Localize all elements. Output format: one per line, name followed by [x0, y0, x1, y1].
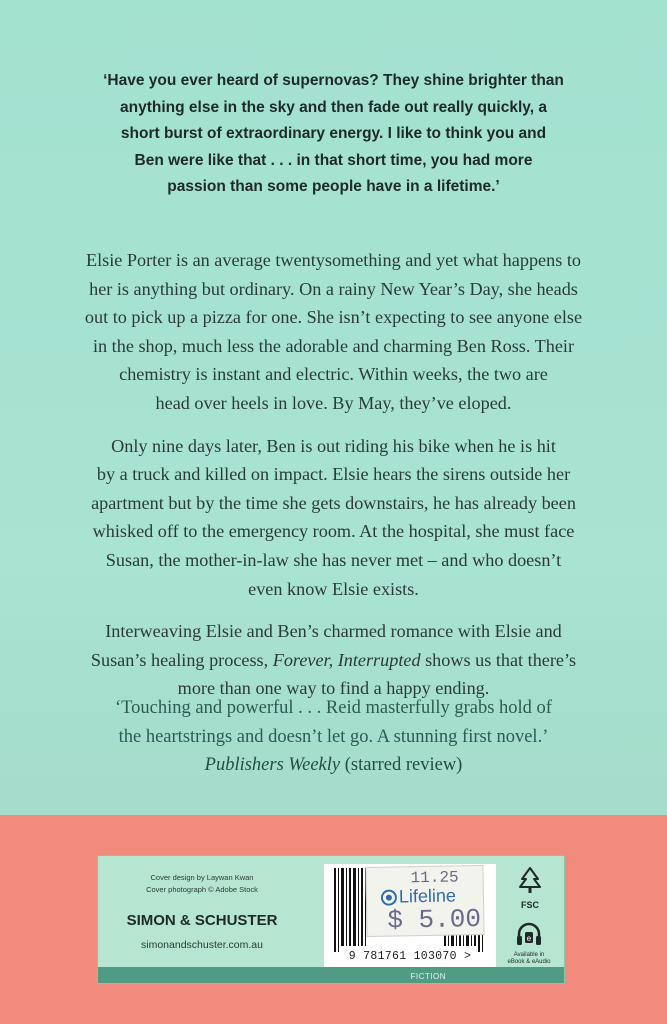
- sticker-price: $ 5.00: [387, 904, 482, 936]
- fsc-label: FSC: [521, 900, 539, 910]
- synopsis-line: head over heels in love. By May, they’ve eloped.: [155, 392, 512, 413]
- quote-line: short burst of extraordinary energy. I like to think you and: [120, 125, 547, 142]
- publisher-name: SIMON & SCHUSTER: [126, 912, 278, 929]
- fsc-tree-icon: [517, 866, 543, 894]
- lifeline-logo-icon: [381, 889, 397, 905]
- synopsis-line: out to pick up a pizza for one. She isn’t expecting to see anyone else: [84, 307, 583, 328]
- isbn-number: 9 781761 103070 >: [348, 950, 472, 963]
- review-publication: Publishers Weekly: [204, 755, 341, 775]
- review-source: [90, 751, 577, 780]
- review-note: (starred review): [340, 755, 463, 775]
- press-review: [90, 694, 577, 780]
- design-credit: Cover design by Laywan Kwan: [150, 873, 254, 882]
- quote-line: Ben were like that . . . in that short time, you had more: [134, 151, 533, 169]
- ebook-label-line-1: Available in: [513, 952, 545, 958]
- synopsis-line: Interweaving Elsie and Ben’s charmed romance with Elsie and: [105, 621, 562, 642]
- synopsis-line-suffix: shows us that there’s: [420, 649, 577, 670]
- synopsis-line: apartment but by the time she gets downstairs, he has already been: [91, 492, 576, 513]
- synopsis-line: more than one way to find a happy ending.: [177, 678, 490, 699]
- ebook-label-line-2: eBook & eAudio: [507, 959, 551, 965]
- sticker-code: 11.25: [410, 868, 459, 888]
- quote-line: passion than some people have in a lifetime.’: [167, 178, 500, 195]
- review-line: ‘Touching and powerful . . . Reid masterfully grabs hold of: [115, 698, 552, 718]
- synopsis-line: Only nine days later, Ben is out riding his bike when he is hit: [111, 435, 556, 456]
- publisher-panel: [97, 855, 565, 984]
- ebook-availability: [498, 922, 560, 966]
- fsc-mark: [510, 866, 550, 910]
- synopsis: [64, 246, 603, 717]
- synopsis-line: chemistry is instant and electric. Within weeks, the two are: [119, 364, 548, 385]
- quote-line: ‘Have you ever heard of supernovas? They shine brighter than: [103, 72, 564, 89]
- synopsis-line: by a truck and killed on impact. Elsie hears the sirens outside her: [96, 464, 571, 485]
- synopsis-line: Susan, the mother-in-law she has never met – and who doesn’t: [105, 549, 562, 570]
- synopsis-line: even know Elsie exists.: [248, 578, 419, 599]
- quote-line: anything else in the sky and then fade out really quickly, a: [120, 98, 547, 116]
- headphones-ebook-icon: [516, 922, 542, 946]
- publisher-website: simonandschuster.com.au: [141, 939, 263, 951]
- category-strip: [98, 967, 564, 983]
- synopsis-line: in the shop, much less the adorable and charming Ben Ross. Their: [92, 335, 575, 356]
- epigraph-quote: [60, 68, 607, 201]
- price-sticker: [365, 865, 484, 937]
- synopsis-paragraph-2: [64, 432, 603, 604]
- synopsis-paragraph-1: [64, 246, 603, 418]
- cover-credits: [112, 872, 292, 896]
- synopsis-line: Elsie Porter is an average twentysomething and yet what happens to: [86, 250, 581, 270]
- synopsis-line: whisked off to the emergency room. At the hospital, she must face: [92, 521, 575, 542]
- photo-credit: Cover photograph © Adobe Stock: [146, 885, 258, 894]
- synopsis-paragraph-3: [64, 617, 603, 703]
- ebook-label: [498, 952, 560, 966]
- synopsis-line: her is anything but ordinary. On a rainy New Year’s Day, she heads: [89, 278, 578, 299]
- svg-text:e: e: [526, 934, 532, 943]
- synopsis-line-prefix: Susan’s healing process,: [90, 649, 273, 670]
- book-title: Forever, Interrupted: [272, 649, 421, 670]
- genre-label: FICTION: [410, 972, 446, 981]
- sticker-brand: Lifeline: [398, 885, 457, 907]
- review-line: the heartstrings and doesn’t let go. A stunning first novel.’: [118, 726, 549, 747]
